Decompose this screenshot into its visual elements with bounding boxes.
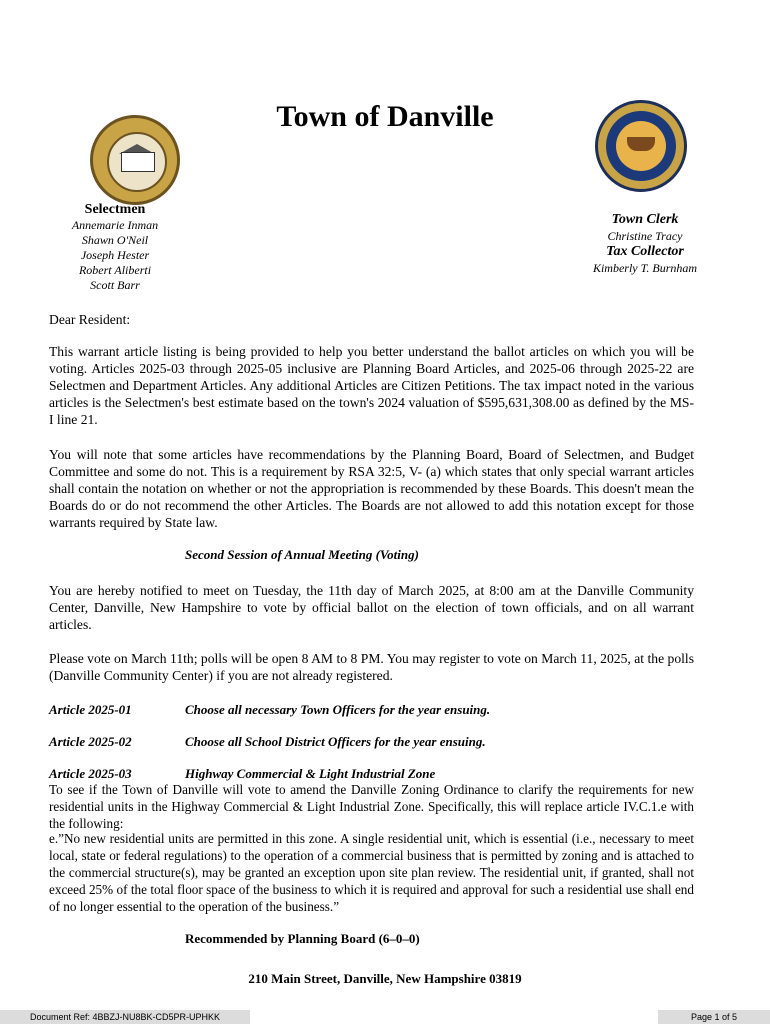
article-number: Article 2025-03: [49, 766, 132, 781]
town-clerk-name: Christine Tracy: [607, 229, 683, 243]
article-3-intro: To see if the Town of Danville will vote to amend the Danville Zoning Ordinance to clarify the requirements for new residential units in the Highway Commercial & Light Industrial Zone. Specifically, this will replace article IV.C.1.e with the following:: [49, 782, 694, 831]
document-reference: Document Ref: 4BBZJ-NU8BK-CD5PR-UPHKK: [0, 1010, 250, 1024]
town-clerk-label: Town Clerk: [611, 212, 679, 227]
article-title: Choose all necessary Town Officers for the year ensuing.: [185, 702, 491, 717]
selectmen-block: [60, 202, 170, 293]
salutation: Dear Resident:: [49, 312, 131, 327]
selectman-name: Shawn O'Neil: [81, 233, 149, 247]
selectman-name: Annemarie Inman: [71, 218, 159, 232]
state-seal-icon: [595, 100, 687, 192]
planning-board-recommendation: Recommended by Planning Board (6–0–0): [185, 931, 420, 946]
article-title: Highway Commercial & Light Industrial Zone: [185, 766, 436, 781]
intro-paragraph: This warrant article listing is being provided to help you better understand the ballot articles on which you will be voting. Articles 2025-03 through 2025-05 inclusive are Planning Board Articles, and 2025-06 through 2025-22 are Selectmen and Department Articles. Any additional Articles are Citizen Petitions. The tax impact noted in the various articles is the Selectmen's best estimate based on the town's 2024 valuation of $595,631,308.00 as defined by the MS-I line 21.: [49, 344, 694, 427]
selectman-name: Robert Aliberti: [78, 263, 152, 277]
page-number: Page 1 of 5: [658, 1010, 770, 1024]
recommendations-paragraph: You will note that some articles have recommendations by the Planning Board, Board of Selectmen, and Budget Committee and some do not. This is a requirement by RSA 32:5, V- (a) which states that only special warrant articles shall contain the notation on whether or not the appropriation is recommended by these Boards. This doesn't mean the Boards do or do not recommend the other Articles. The Boards are not allowed to add this notation except for those warrants required by State law.: [49, 447, 694, 530]
article-row: [49, 702, 490, 718]
selectman-name: Joseph Hester: [80, 248, 150, 262]
article-title: Choose all School District Officers for the year ensuing.: [185, 734, 486, 749]
polls-paragraph: Please vote on March 11th; polls will be open 8 AM to 8 PM. You may register to vote on March 11, 2025, at the polls (Danville Community Center) if you are not already registered.: [49, 651, 694, 683]
session-heading: Second Session of Annual Meeting (Voting): [185, 547, 419, 562]
article-number: Article 2025-01: [49, 702, 132, 717]
tax-collector-label: Tax Collector: [606, 244, 684, 259]
meeting-notice-paragraph: You are hereby notified to meet on Tuesday, the 11th day of March 2025, at 8:00 am at the Danville Community Center, Danville, New Hampshire to vote by official ballot on the election of town officials, and on all warrant articles.: [49, 583, 694, 632]
officers-block: [585, 212, 705, 276]
tax-collector-name: Kimberly T. Burnham: [592, 261, 698, 275]
article-row: [49, 766, 435, 782]
selectman-name: Scott Barr: [90, 278, 140, 292]
selectmen-label: Selectmen: [84, 202, 146, 217]
article-row: [49, 734, 486, 750]
article-3-text: e.”No new residential units are permitted in this zone. A single residential unit, which is essential (i.e., necessary to meet local, state or federal regulations) to the operation of a commercial business that is permitted by zoning and is attached to the commercial structure(s), may be granted an exception upon site plan review. The residential unit, if granted, shall not exceed 25% of the total floor space of the business to which it is required and approval for such a residential use shall end of no longer essential to the operation of the business.”: [49, 831, 694, 914]
town-seal-icon: [90, 115, 180, 205]
page-title: Town of Danville: [276, 100, 494, 133]
footer-address: 210 Main Street, Danville, New Hampshire 03819: [248, 971, 522, 986]
article-number: Article 2025-02: [49, 734, 132, 749]
footer-bar: [0, 1010, 770, 1024]
